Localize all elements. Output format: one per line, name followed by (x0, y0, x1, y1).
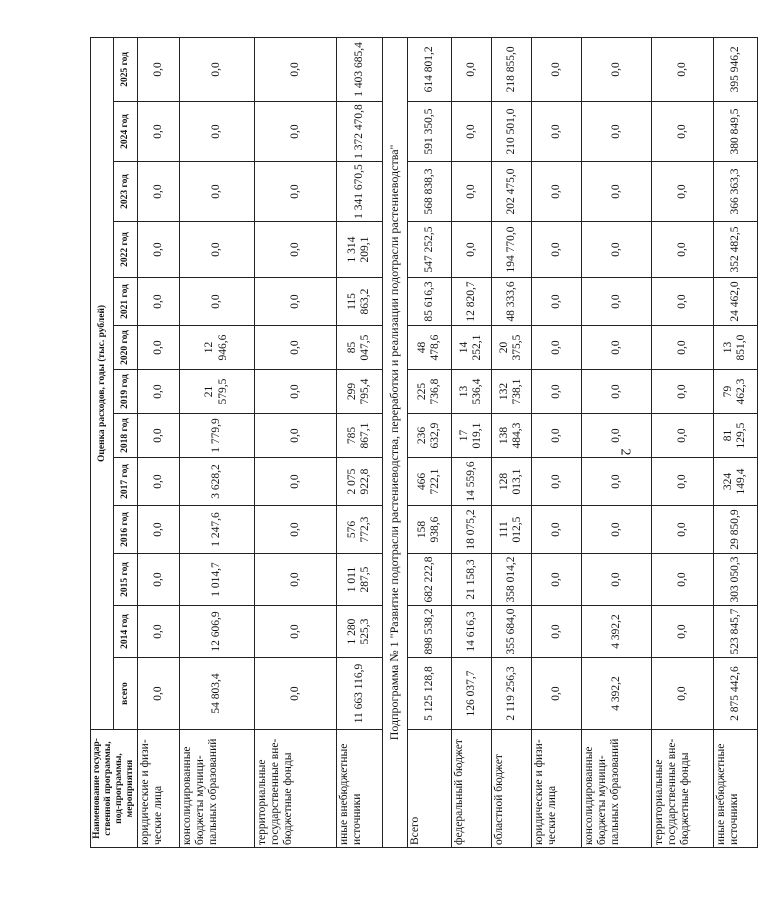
value-cell: 0,0 (254, 102, 336, 162)
value-cell: 898 538,2 (407, 606, 451, 658)
value-cell: 0,0 (137, 162, 179, 222)
value-cell: 138 484,3 (491, 414, 531, 458)
value-cell: 29 850,9 (713, 506, 757, 554)
value-cell: 1 372 470,8 (336, 102, 382, 162)
table-row (651, 37, 713, 847)
value-cell: 1 314 209,1 (336, 222, 382, 278)
value-cell: 576 772,3 (336, 506, 382, 554)
value-cell: 0,0 (254, 37, 336, 101)
row-label: территориальные государственные вне-бюджетные фонды (254, 730, 336, 848)
value-cell: 0,0 (179, 37, 254, 101)
value-cell: 0,0 (651, 222, 713, 278)
value-cell: 54 803,4 (179, 658, 254, 730)
value-cell: 4 392,2 (581, 658, 651, 730)
value-cell: 24 462,0 (713, 278, 757, 326)
value-cell: 81 129,5 (713, 414, 757, 458)
table-row (254, 37, 336, 847)
value-cell: 48 333,6 (491, 278, 531, 326)
value-cell: 0,0 (581, 458, 651, 506)
value-cell: 785 867,1 (336, 414, 382, 458)
value-cell: 0,0 (137, 278, 179, 326)
value-cell: 85 047,5 (336, 326, 382, 370)
row-label: консолидированные бюджеты муници-пальных образований (179, 730, 254, 848)
value-cell: 14 616,3 (451, 606, 491, 658)
value-cell: 303 050,3 (713, 554, 757, 606)
value-cell: 2 875 442,6 (713, 658, 757, 730)
value-cell: 0,0 (179, 222, 254, 278)
header-row (91, 37, 114, 847)
value-cell: 202 475,0 (491, 162, 531, 222)
value-cell: 0,0 (581, 162, 651, 222)
row-label: иные внебюджетные источники (713, 730, 757, 848)
value-cell: 2 075 922,8 (336, 458, 382, 506)
value-cell: 0,0 (137, 102, 179, 162)
value-cell: 0,0 (651, 658, 713, 730)
value-cell: 194 770,0 (491, 222, 531, 278)
value-cell: 0,0 (254, 554, 336, 606)
value-cell: 0,0 (531, 162, 581, 222)
table-row (581, 37, 651, 847)
value-cell: 466 722,1 (407, 458, 451, 506)
value-cell: 0,0 (651, 506, 713, 554)
value-cell: 21 158,3 (451, 554, 491, 606)
row-label: консолидированные бюджеты муници-пальных образований (581, 730, 651, 848)
value-cell: 210 501,0 (491, 102, 531, 162)
year-header: 2016 год (114, 506, 137, 554)
value-cell: 0,0 (179, 278, 254, 326)
value-cell: 523 845,7 (713, 606, 757, 658)
value-cell: 18 075,2 (451, 506, 491, 554)
value-cell: 79 462,3 (713, 370, 757, 414)
value-cell: 0,0 (651, 370, 713, 414)
value-cell: 299 795,4 (336, 370, 382, 414)
value-cell: 0,0 (137, 37, 179, 101)
value-cell: 682 222,8 (407, 554, 451, 606)
value-cell: 12 820,7 (451, 278, 491, 326)
row-label: юридические и физи-ческие лица (531, 730, 581, 848)
value-cell: 0,0 (531, 414, 581, 458)
header-estimate: Оценка расходов, годы (тыс. рублей) (91, 37, 114, 729)
row-label: территориальные государственные вне-бюджетные фонды (651, 730, 713, 848)
year-header: 2017 год (114, 458, 137, 506)
subprogram-title: Подпрограмма № 1 "Развитие подотрасли растениеводства, переработки и реализации подотрасли растениеводства" (382, 37, 407, 847)
value-cell: 13 851,0 (713, 326, 757, 370)
value-cell: 1 403 685,4 (336, 37, 382, 101)
year-header: 2018 год (114, 414, 137, 458)
value-cell: 218 855,0 (491, 37, 531, 101)
value-cell: 568 838,3 (407, 162, 451, 222)
value-cell: 0,0 (254, 278, 336, 326)
value-cell: 0,0 (451, 102, 491, 162)
value-cell: 352 482,5 (713, 222, 757, 278)
year-header: 2021 год (114, 278, 137, 326)
value-cell: 0,0 (531, 554, 581, 606)
value-cell: 0,0 (581, 414, 651, 458)
row-label: областной бюджет (491, 730, 531, 848)
value-cell: 1 014,7 (179, 554, 254, 606)
value-cell: 21 579,5 (179, 370, 254, 414)
value-cell: 225 736,8 (407, 370, 451, 414)
value-cell: 0,0 (651, 414, 713, 458)
value-cell: 48 478,6 (407, 326, 451, 370)
value-cell: 0,0 (651, 458, 713, 506)
value-cell: 0,0 (254, 222, 336, 278)
table-row (713, 37, 757, 847)
value-cell: 0,0 (651, 326, 713, 370)
value-cell: 0,0 (254, 326, 336, 370)
value-cell: 0,0 (581, 326, 651, 370)
value-cell: 0,0 (531, 606, 581, 658)
value-cell: 3 628,2 (179, 458, 254, 506)
row-label: Всего (407, 730, 451, 848)
value-cell: 324 149,4 (713, 458, 757, 506)
value-cell: 355 684,0 (491, 606, 531, 658)
page-number: 2 (617, 448, 633, 456)
value-cell: 0,0 (137, 222, 179, 278)
year-header: 2025 год (114, 37, 137, 101)
value-cell: 547 252,5 (407, 222, 451, 278)
year-header: 2014 год (114, 606, 137, 658)
value-cell: 128 013,1 (491, 458, 531, 506)
year-header: всего (114, 658, 137, 730)
value-cell: 0,0 (137, 658, 179, 730)
table-row (179, 37, 254, 847)
value-cell: 380 849,5 (713, 102, 757, 162)
year-header: 2023 год (114, 162, 137, 222)
value-cell: 1 247,6 (179, 506, 254, 554)
header-name: Наименование государ-ственной программы, под-программы, мероприятия (91, 730, 138, 848)
value-cell: 1 341 670,5 (336, 162, 382, 222)
value-cell: 0,0 (137, 370, 179, 414)
value-cell: 395 946,2 (713, 37, 757, 101)
table-row (491, 37, 531, 847)
value-cell: 4 392,2 (581, 606, 651, 658)
value-cell: 0,0 (531, 458, 581, 506)
value-cell: 0,0 (581, 278, 651, 326)
value-cell: 0,0 (531, 506, 581, 554)
value-cell: 614 801,2 (407, 37, 451, 101)
table-row (336, 37, 382, 847)
value-cell: 358 014,2 (491, 554, 531, 606)
value-cell: 366 363,3 (713, 162, 757, 222)
value-cell: 0,0 (451, 162, 491, 222)
year-header: 2024 год (114, 102, 137, 162)
value-cell: 0,0 (581, 370, 651, 414)
value-cell: 0,0 (254, 658, 336, 730)
row-label: федеральный бюджет (451, 730, 491, 848)
value-cell: 0,0 (651, 102, 713, 162)
value-cell: 13 536,4 (451, 370, 491, 414)
value-cell: 0,0 (451, 222, 491, 278)
value-cell: 0,0 (137, 606, 179, 658)
value-cell: 0,0 (531, 326, 581, 370)
value-cell: 5 125 128,8 (407, 658, 451, 730)
value-cell: 115 863,2 (336, 278, 382, 326)
value-cell: 0,0 (651, 606, 713, 658)
value-cell: 1 280 525,3 (336, 606, 382, 658)
value-cell: 0,0 (581, 506, 651, 554)
value-cell: 0,0 (531, 37, 581, 101)
value-cell: 0,0 (137, 506, 179, 554)
value-cell: 0,0 (581, 222, 651, 278)
value-cell: 111 012,5 (491, 506, 531, 554)
row-label: иные внебюджетные источники (336, 730, 382, 848)
row-label: юридические и физи-ческие лица (137, 730, 179, 848)
value-cell: 158 938,6 (407, 506, 451, 554)
year-header: 2022 год (114, 222, 137, 278)
table-row (451, 37, 491, 847)
value-cell: 0,0 (179, 102, 254, 162)
subprogram-row (382, 37, 407, 847)
value-cell: 0,0 (531, 222, 581, 278)
value-cell: 0,0 (581, 554, 651, 606)
rotated-page (90, 38, 748, 848)
value-cell: 591 350,5 (407, 102, 451, 162)
value-cell: 0,0 (254, 506, 336, 554)
year-header: 2020 год (114, 326, 137, 370)
year-header-row (114, 37, 137, 847)
value-cell: 0,0 (531, 278, 581, 326)
value-cell: 0,0 (581, 37, 651, 101)
value-cell: 0,0 (137, 414, 179, 458)
value-cell: 132 738,1 (491, 370, 531, 414)
value-cell: 0,0 (254, 414, 336, 458)
year-header: 2015 год (114, 554, 137, 606)
value-cell: 12 606,9 (179, 606, 254, 658)
value-cell: 0,0 (254, 606, 336, 658)
value-cell: 14 559,6 (451, 458, 491, 506)
value-cell: 14 252,1 (451, 326, 491, 370)
value-cell: 1 011 287,5 (336, 554, 382, 606)
value-cell: 0,0 (137, 326, 179, 370)
value-cell: 0,0 (531, 370, 581, 414)
value-cell: 0,0 (254, 162, 336, 222)
table-body-subprogram (407, 37, 757, 847)
table-row (137, 37, 179, 847)
table-row (407, 37, 451, 847)
value-cell: 0,0 (451, 37, 491, 101)
value-cell: 2 119 256,3 (491, 658, 531, 730)
value-cell: 0,0 (254, 370, 336, 414)
value-cell: 0,0 (651, 554, 713, 606)
value-cell: 0,0 (254, 458, 336, 506)
expenditure-table (90, 37, 758, 848)
value-cell: 126 037,7 (451, 658, 491, 730)
value-cell: 0,0 (137, 554, 179, 606)
value-cell: 17 019,1 (451, 414, 491, 458)
value-cell: 1 779,9 (179, 414, 254, 458)
value-cell: 0,0 (651, 278, 713, 326)
value-cell: 236 632,9 (407, 414, 451, 458)
value-cell: 0,0 (651, 162, 713, 222)
value-cell: 0,0 (531, 102, 581, 162)
value-cell: 20 375,5 (491, 326, 531, 370)
value-cell: 0,0 (179, 162, 254, 222)
value-cell: 85 616,3 (407, 278, 451, 326)
value-cell: 0,0 (651, 37, 713, 101)
table-body-top (137, 37, 382, 847)
year-header: 2019 год (114, 370, 137, 414)
value-cell: 0,0 (581, 102, 651, 162)
value-cell: 12 946,6 (179, 326, 254, 370)
value-cell: 0,0 (531, 658, 581, 730)
table-row (531, 37, 581, 847)
value-cell: 0,0 (137, 458, 179, 506)
value-cell: 11 663 116,9 (336, 658, 382, 730)
